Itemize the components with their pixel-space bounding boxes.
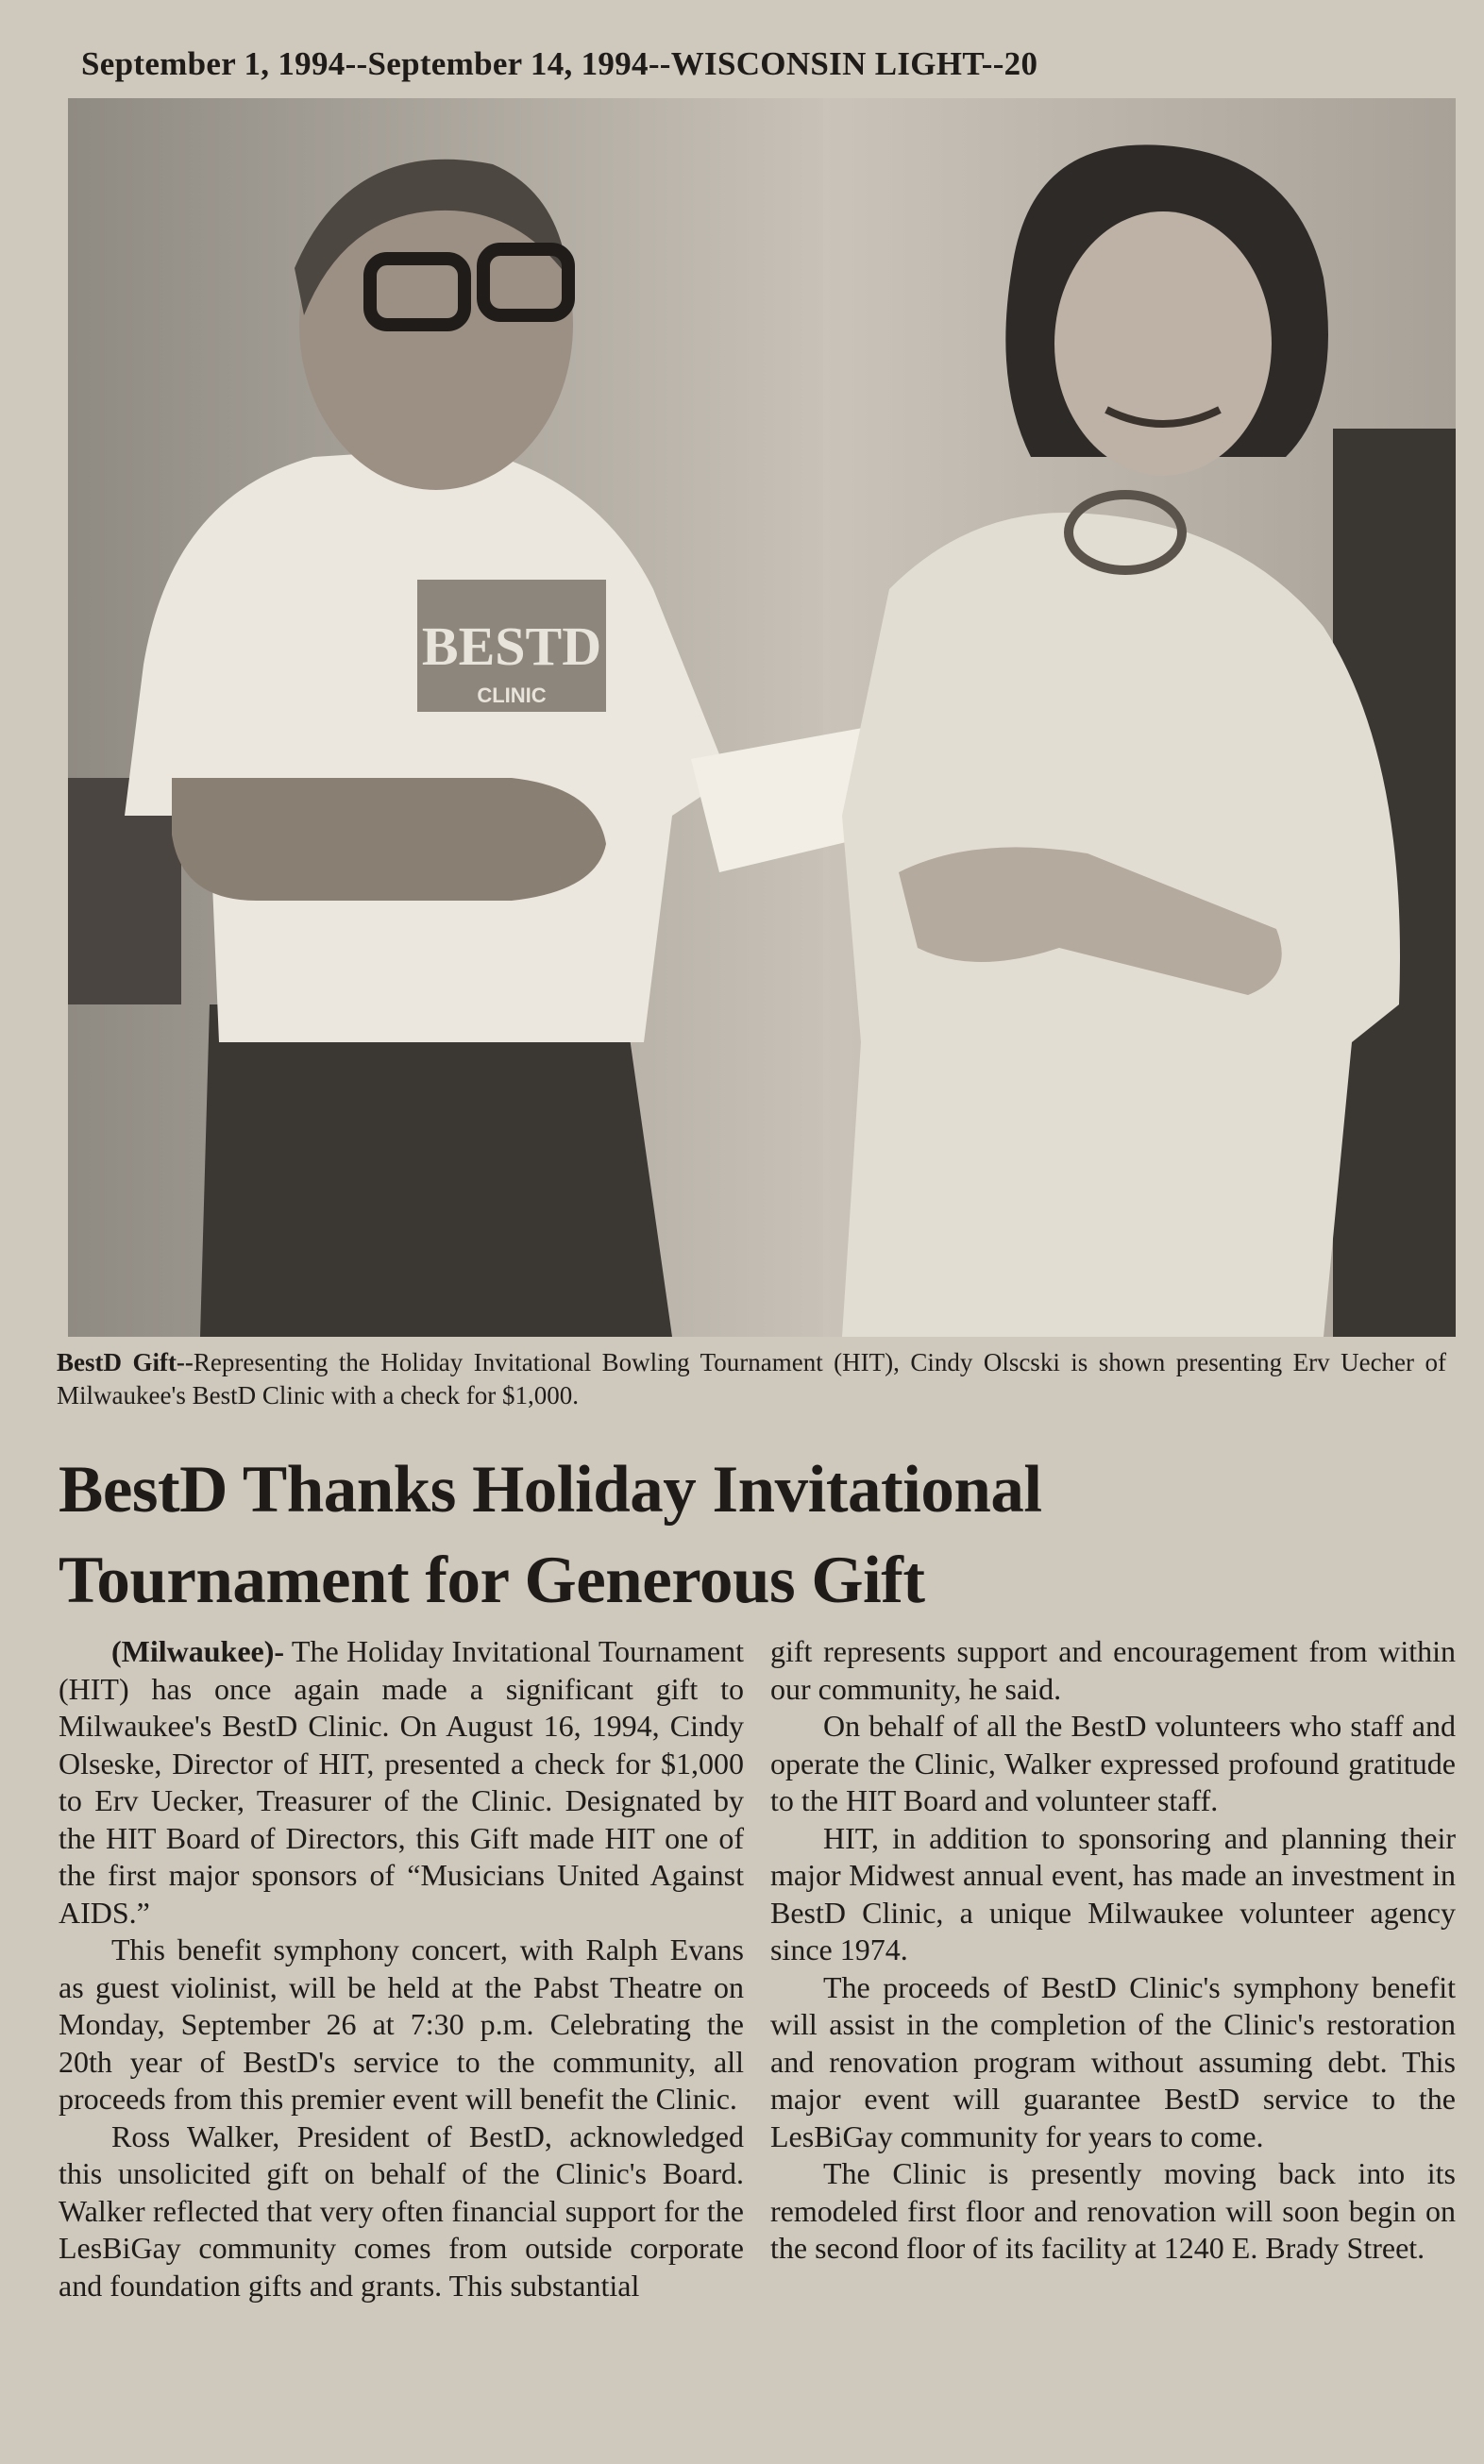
shirt-logo-top: BESTD (421, 616, 602, 677)
article-paragraph: The proceeds of BestD Clinic's symphony benefit will assist in the completion of the Clinic's restoration and renovation program without assuming debt. This major event will guarantee BestD service to the LesBiGay community for years to come. (770, 1969, 1456, 2153)
article-paragraph: Ross Walker, President of BestD, acknowledged this unsolicited gift on behalf of the Clinic's Board. Walker reflected that very often financial support for the LesBiGay community comes from outside corporate and foundation gifts and grants. This substantial (59, 2118, 744, 2303)
photo-caption (57, 1346, 1446, 1412)
article-paragraph: This benefit symphony concert, with Ralph Evans as guest violinist, will be held at the Pabst Theatre on Monday, September 26 at 7:30 p.m. Celebrating the 20th year of BestD's service to the community, all proceeds from this premier event will benefit the Clinic. (59, 1932, 744, 2116)
article-column-1 (59, 1633, 744, 2304)
article-paragraph (59, 1633, 744, 1932)
shirt-logo-bottom: CLINIC (477, 684, 547, 707)
photo-illustration (68, 98, 1456, 1337)
article-headline (59, 1444, 1456, 1626)
article-column-2 (770, 1633, 1456, 2268)
article-paragraph-text: The Holiday Invitational Tournament (HIT) has once again made a significant gift to Milwaukee's BestD Clinic. On August 16, 1994, Cindy Olseske, Director of HIT, presented a check for $1,000 to Erv Uecker, Treasurer of the Clinic. Designated by the HIT Board of Directors, this Gift made HIT one of the first major sponsors of “Musicians United Against AIDS.” (59, 1634, 745, 1930)
headline-line-1: BestD Thanks Holiday Invitational (59, 1453, 1042, 1527)
article-paragraph: HIT, in addition to sponsoring and planning their major Midwest annual event, has made an investment in BestD Clinic, a unique Milwaukee volunteer agency since 1974. (770, 1820, 1456, 1966)
article-paragraph: gift represents support and encouragement from within our community, he said. (770, 1634, 1456, 1706)
caption-text: Representing the Holiday Invitational Bowling Tournament (HIT), Cindy Olscski is shown presenting Erv Uecher of Milwaukee's BestD Clinic with a check for $1,000. (57, 1348, 1446, 1409)
dateline: (Milwaukee)- (111, 1634, 285, 1668)
news-photo (68, 98, 1456, 1337)
article-paragraph: The Clinic is presently moving back into its remodeled first floor and renovation will soon begin on the second floor of its facility at 1240 E. Brady Street. (770, 2156, 1456, 2265)
article-paragraph: On behalf of all the BestD volunteers who staff and operate the Clinic, Walker expressed profound gratitude to the HIT Board and volunteer staff. (770, 1709, 1456, 1817)
headline-line-2: Tournament for Generous Gift (59, 1544, 925, 1617)
page-header: September 1, 1994--September 14, 1994--WISCONSIN LIGHT--20 (81, 45, 1038, 82)
caption-lead: BestD Gift-- (57, 1348, 194, 1376)
